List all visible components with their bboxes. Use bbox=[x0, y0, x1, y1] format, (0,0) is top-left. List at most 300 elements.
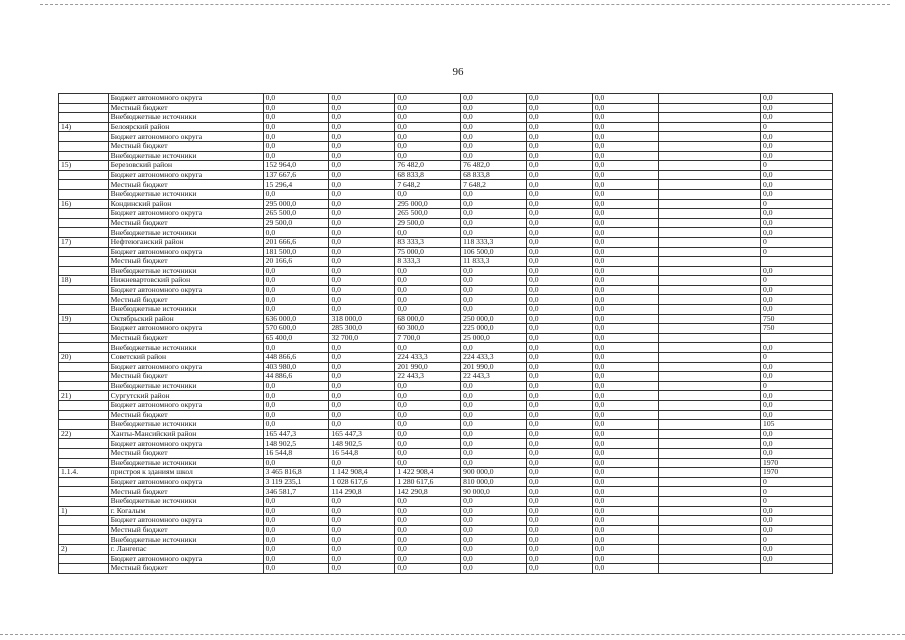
value-cell: 0,0 bbox=[395, 305, 461, 315]
empty-cell bbox=[658, 161, 760, 171]
value-cell: 0,0 bbox=[329, 525, 395, 535]
last-value-cell: 0,0 bbox=[761, 228, 833, 238]
value-cell: 0,0 bbox=[592, 237, 658, 247]
row-number-cell bbox=[59, 516, 109, 526]
value-cell: 0,0 bbox=[395, 276, 461, 286]
value-cell: 0,0 bbox=[592, 94, 658, 104]
row-number-cell: 15) bbox=[59, 161, 109, 171]
value-cell: 0,0 bbox=[461, 381, 527, 391]
value-cell: 0,0 bbox=[461, 564, 527, 574]
row-name-cell: Местный бюджет bbox=[108, 525, 263, 535]
table-row bbox=[59, 343, 833, 353]
row-number-cell bbox=[59, 103, 109, 113]
value-cell: 0,0 bbox=[263, 295, 329, 305]
value-cell: 636 000,0 bbox=[263, 314, 329, 324]
last-value-cell bbox=[761, 564, 833, 574]
row-name-cell: Внебюджетные источники bbox=[108, 266, 263, 276]
row-number-cell bbox=[59, 285, 109, 295]
empty-cell bbox=[658, 324, 760, 334]
value-cell: 0,0 bbox=[592, 199, 658, 209]
table-row bbox=[59, 189, 833, 199]
last-value-cell: 0,0 bbox=[761, 170, 833, 180]
row-name-cell: Сургутский район bbox=[108, 391, 263, 401]
value-cell: 0,0 bbox=[395, 295, 461, 305]
empty-cell bbox=[658, 487, 760, 497]
value-cell: 0,0 bbox=[527, 544, 593, 554]
row-number-cell bbox=[59, 305, 109, 315]
row-number-cell bbox=[59, 94, 109, 104]
value-cell: 3 119 235,1 bbox=[263, 477, 329, 487]
row-name-cell: Бюджет автономного округа bbox=[108, 285, 263, 295]
value-cell: 0,0 bbox=[263, 410, 329, 420]
table-row bbox=[59, 372, 833, 382]
row-name-cell: Местный бюджет bbox=[108, 487, 263, 497]
value-cell: 0,0 bbox=[527, 362, 593, 372]
row-name-cell: Бюджет автономного округа bbox=[108, 94, 263, 104]
value-cell: 0,0 bbox=[329, 564, 395, 574]
value-cell: 0,0 bbox=[329, 372, 395, 382]
empty-cell bbox=[658, 122, 760, 132]
table-row bbox=[59, 458, 833, 468]
row-number-cell bbox=[59, 333, 109, 343]
table-row bbox=[59, 266, 833, 276]
value-cell: 0,0 bbox=[592, 372, 658, 382]
value-cell: 346 581,7 bbox=[263, 487, 329, 497]
empty-cell bbox=[658, 151, 760, 161]
table-row bbox=[59, 209, 833, 219]
empty-cell bbox=[658, 189, 760, 199]
empty-cell bbox=[658, 343, 760, 353]
row-name-cell: Советский район bbox=[108, 353, 263, 363]
empty-cell bbox=[658, 410, 760, 420]
value-cell: 0,0 bbox=[592, 305, 658, 315]
row-number-cell bbox=[59, 535, 109, 545]
value-cell: 900 000,0 bbox=[461, 468, 527, 478]
value-cell: 0,0 bbox=[461, 132, 527, 142]
value-cell: 0,0 bbox=[329, 132, 395, 142]
last-value-cell: 0 bbox=[761, 353, 833, 363]
value-cell: 75 000,0 bbox=[395, 247, 461, 257]
row-number-cell bbox=[59, 141, 109, 151]
row-number-cell: 22) bbox=[59, 429, 109, 439]
value-cell: 0,0 bbox=[592, 544, 658, 554]
value-cell: 0,0 bbox=[527, 381, 593, 391]
row-number-cell bbox=[59, 180, 109, 190]
value-cell: 0,0 bbox=[527, 448, 593, 458]
last-value-cell: 0,0 bbox=[761, 218, 833, 228]
value-cell: 0,0 bbox=[592, 353, 658, 363]
value-cell: 0,0 bbox=[329, 362, 395, 372]
last-value-cell: 0,0 bbox=[761, 429, 833, 439]
value-cell: 0,0 bbox=[329, 285, 395, 295]
row-name-cell: Березовский район bbox=[108, 161, 263, 171]
value-cell: 0,0 bbox=[527, 496, 593, 506]
value-cell: 0,0 bbox=[461, 554, 527, 564]
empty-cell bbox=[658, 247, 760, 257]
value-cell: 15 296,4 bbox=[263, 180, 329, 190]
last-value-cell: 0 bbox=[761, 496, 833, 506]
last-value-cell: 0 bbox=[761, 122, 833, 132]
value-cell: 0,0 bbox=[329, 257, 395, 267]
table-row bbox=[59, 103, 833, 113]
value-cell: 90 000,0 bbox=[461, 487, 527, 497]
row-name-cell: г. Лангепас bbox=[108, 544, 263, 554]
table-row bbox=[59, 141, 833, 151]
row-number-cell bbox=[59, 266, 109, 276]
value-cell: 0,0 bbox=[527, 141, 593, 151]
value-cell: 0,0 bbox=[527, 199, 593, 209]
table-row bbox=[59, 410, 833, 420]
row-number-cell: 19) bbox=[59, 314, 109, 324]
row-number-cell bbox=[59, 525, 109, 535]
value-cell: 0,0 bbox=[329, 295, 395, 305]
last-value-cell: 0,0 bbox=[761, 180, 833, 190]
value-cell: 0,0 bbox=[592, 362, 658, 372]
row-name-cell: Бюджет автономного округа bbox=[108, 439, 263, 449]
value-cell: 148 902,5 bbox=[329, 439, 395, 449]
value-cell: 114 290,8 bbox=[329, 487, 395, 497]
table-row bbox=[59, 218, 833, 228]
empty-cell bbox=[658, 132, 760, 142]
value-cell: 0,0 bbox=[395, 151, 461, 161]
value-cell: 0,0 bbox=[592, 535, 658, 545]
value-cell: 1 028 617,6 bbox=[329, 477, 395, 487]
table-row bbox=[59, 554, 833, 564]
value-cell: 0,0 bbox=[263, 391, 329, 401]
value-cell: 0,0 bbox=[461, 429, 527, 439]
value-cell: 0,0 bbox=[263, 564, 329, 574]
table-row bbox=[59, 496, 833, 506]
row-number-cell bbox=[59, 247, 109, 257]
value-cell: 165 447,3 bbox=[263, 429, 329, 439]
value-cell: 0,0 bbox=[329, 506, 395, 516]
row-number-cell bbox=[59, 372, 109, 382]
row-name-cell: Внебюджетные источники bbox=[108, 420, 263, 430]
row-number-cell bbox=[59, 458, 109, 468]
value-cell: 0,0 bbox=[527, 554, 593, 564]
row-name-cell: Бюджет автономного округа bbox=[108, 516, 263, 526]
row-number-cell bbox=[59, 410, 109, 420]
value-cell: 0,0 bbox=[461, 285, 527, 295]
value-cell: 0,0 bbox=[592, 132, 658, 142]
value-cell: 0,0 bbox=[461, 343, 527, 353]
value-cell: 0,0 bbox=[592, 266, 658, 276]
value-cell: 0,0 bbox=[527, 333, 593, 343]
scan-artifact-top bbox=[40, 4, 890, 5]
value-cell: 0,0 bbox=[527, 420, 593, 430]
value-cell: 0,0 bbox=[461, 218, 527, 228]
value-cell: 20 166,6 bbox=[263, 257, 329, 267]
value-cell: 0,0 bbox=[461, 448, 527, 458]
empty-cell bbox=[658, 305, 760, 315]
table-row bbox=[59, 113, 833, 123]
value-cell: 0,0 bbox=[592, 420, 658, 430]
last-value-cell: 0 bbox=[761, 477, 833, 487]
value-cell: 0,0 bbox=[263, 420, 329, 430]
value-cell: 7 648,2 bbox=[461, 180, 527, 190]
value-cell: 0,0 bbox=[395, 401, 461, 411]
row-number-cell bbox=[59, 228, 109, 238]
value-cell: 0,0 bbox=[527, 343, 593, 353]
value-cell: 0,0 bbox=[461, 391, 527, 401]
row-number-cell bbox=[59, 564, 109, 574]
value-cell: 44 886,6 bbox=[263, 372, 329, 382]
value-cell: 0,0 bbox=[329, 401, 395, 411]
value-cell: 0,0 bbox=[592, 516, 658, 526]
value-cell: 68 000,0 bbox=[395, 314, 461, 324]
value-cell: 0,0 bbox=[592, 410, 658, 420]
empty-cell bbox=[658, 525, 760, 535]
empty-cell bbox=[658, 420, 760, 430]
value-cell: 7 648,2 bbox=[395, 180, 461, 190]
last-value-cell: 0,0 bbox=[761, 391, 833, 401]
value-cell: 0,0 bbox=[592, 468, 658, 478]
value-cell: 76 482,0 bbox=[395, 161, 461, 171]
table-row bbox=[59, 564, 833, 574]
row-name-cell: Местный бюджет bbox=[108, 218, 263, 228]
value-cell: 0,0 bbox=[592, 439, 658, 449]
last-value-cell: 0,0 bbox=[761, 410, 833, 420]
value-cell: 0,0 bbox=[395, 391, 461, 401]
table-row bbox=[59, 285, 833, 295]
value-cell: 0,0 bbox=[329, 391, 395, 401]
value-cell: 0,0 bbox=[395, 94, 461, 104]
value-cell: 0,0 bbox=[461, 199, 527, 209]
value-cell: 1 422 908,4 bbox=[395, 468, 461, 478]
value-cell: 0,0 bbox=[592, 122, 658, 132]
value-cell: 448 866,6 bbox=[263, 353, 329, 363]
empty-cell bbox=[658, 516, 760, 526]
value-cell: 0,0 bbox=[329, 218, 395, 228]
row-name-cell: Местный бюджет bbox=[108, 333, 263, 343]
value-cell: 0,0 bbox=[527, 468, 593, 478]
value-cell: 0,0 bbox=[461, 228, 527, 238]
empty-cell bbox=[658, 199, 760, 209]
value-cell: 0,0 bbox=[395, 564, 461, 574]
value-cell: 0,0 bbox=[461, 458, 527, 468]
value-cell: 142 290,8 bbox=[395, 487, 461, 497]
value-cell: 250 000,0 bbox=[461, 314, 527, 324]
value-cell: 0,0 bbox=[461, 439, 527, 449]
last-value-cell: 0,0 bbox=[761, 525, 833, 535]
row-number-cell bbox=[59, 189, 109, 199]
empty-cell bbox=[658, 564, 760, 574]
row-name-cell: Белоярский район bbox=[108, 122, 263, 132]
empty-cell bbox=[658, 391, 760, 401]
row-name-cell: пристроя к зданиям школ bbox=[108, 468, 263, 478]
row-number-cell bbox=[59, 132, 109, 142]
row-name-cell: Октябрьский район bbox=[108, 314, 263, 324]
empty-cell bbox=[658, 314, 760, 324]
value-cell: 0,0 bbox=[592, 401, 658, 411]
value-cell: 0,0 bbox=[329, 237, 395, 247]
value-cell: 0,0 bbox=[527, 151, 593, 161]
value-cell: 0,0 bbox=[329, 305, 395, 315]
value-cell: 165 447,3 bbox=[329, 429, 395, 439]
value-cell: 0,0 bbox=[527, 439, 593, 449]
row-name-cell: Бюджет автономного округа bbox=[108, 324, 263, 334]
value-cell: 0,0 bbox=[263, 151, 329, 161]
row-name-cell: Бюджет автономного округа bbox=[108, 554, 263, 564]
value-cell: 0,0 bbox=[329, 353, 395, 363]
row-name-cell: Внебюджетные источники bbox=[108, 458, 263, 468]
last-value-cell: 0,0 bbox=[761, 103, 833, 113]
row-name-cell: Бюджет автономного округа bbox=[108, 247, 263, 257]
row-number-cell bbox=[59, 218, 109, 228]
row-name-cell: Бюджет автономного округа bbox=[108, 362, 263, 372]
value-cell: 265 500,0 bbox=[395, 209, 461, 219]
value-cell: 0,0 bbox=[461, 401, 527, 411]
value-cell: 0,0 bbox=[395, 420, 461, 430]
value-cell: 22 443,3 bbox=[395, 372, 461, 382]
row-number-cell bbox=[59, 401, 109, 411]
value-cell: 201 990,0 bbox=[461, 362, 527, 372]
value-cell: 0,0 bbox=[592, 554, 658, 564]
value-cell: 0,0 bbox=[329, 247, 395, 257]
value-cell: 201 666,6 bbox=[263, 237, 329, 247]
value-cell: 0,0 bbox=[329, 180, 395, 190]
value-cell: 0,0 bbox=[395, 266, 461, 276]
empty-cell bbox=[658, 381, 760, 391]
value-cell: 32 700,0 bbox=[329, 333, 395, 343]
value-cell: 0,0 bbox=[395, 189, 461, 199]
value-cell: 570 600,0 bbox=[263, 324, 329, 334]
value-cell: 0,0 bbox=[527, 324, 593, 334]
row-number-cell: 20) bbox=[59, 353, 109, 363]
last-value-cell: 0,0 bbox=[761, 372, 833, 382]
value-cell: 0,0 bbox=[592, 218, 658, 228]
last-value-cell: 750 bbox=[761, 314, 833, 324]
value-cell: 16 544,8 bbox=[329, 448, 395, 458]
value-cell: 0,0 bbox=[527, 391, 593, 401]
value-cell: 0,0 bbox=[461, 189, 527, 199]
value-cell: 0,0 bbox=[461, 276, 527, 286]
row-number-cell bbox=[59, 362, 109, 372]
row-number-cell: 21) bbox=[59, 391, 109, 401]
row-name-cell: Бюджет автономного округа bbox=[108, 170, 263, 180]
row-name-cell: Нефтеюганский район bbox=[108, 237, 263, 247]
last-value-cell: 105 bbox=[761, 420, 833, 430]
value-cell: 0,0 bbox=[263, 343, 329, 353]
value-cell: 0,0 bbox=[461, 544, 527, 554]
last-value-cell: 1970 bbox=[761, 468, 833, 478]
table-row bbox=[59, 199, 833, 209]
row-name-cell: Местный бюджет bbox=[108, 448, 263, 458]
last-value-cell: 0,0 bbox=[761, 554, 833, 564]
table-row bbox=[59, 439, 833, 449]
empty-cell bbox=[658, 266, 760, 276]
value-cell: 1 142 908,4 bbox=[329, 468, 395, 478]
last-value-cell: 0,0 bbox=[761, 209, 833, 219]
value-cell: 0,0 bbox=[527, 237, 593, 247]
row-name-cell: Местный бюджет bbox=[108, 103, 263, 113]
value-cell: 0,0 bbox=[329, 535, 395, 545]
value-cell: 0,0 bbox=[527, 401, 593, 411]
table-row bbox=[59, 132, 833, 142]
value-cell: 0,0 bbox=[395, 141, 461, 151]
last-value-cell: 0,0 bbox=[761, 266, 833, 276]
empty-cell bbox=[658, 535, 760, 545]
row-name-cell: Бюджет автономного округа bbox=[108, 132, 263, 142]
value-cell: 0,0 bbox=[329, 103, 395, 113]
table-row bbox=[59, 401, 833, 411]
last-value-cell: 0 bbox=[761, 161, 833, 171]
value-cell: 0,0 bbox=[592, 391, 658, 401]
table-row bbox=[59, 94, 833, 104]
value-cell: 0,0 bbox=[527, 247, 593, 257]
value-cell: 0,0 bbox=[395, 535, 461, 545]
value-cell: 0,0 bbox=[263, 496, 329, 506]
table-row bbox=[59, 535, 833, 545]
value-cell: 0,0 bbox=[263, 276, 329, 286]
value-cell: 0,0 bbox=[592, 564, 658, 574]
value-cell: 0,0 bbox=[592, 170, 658, 180]
last-value-cell: 0,0 bbox=[761, 362, 833, 372]
value-cell: 0,0 bbox=[592, 103, 658, 113]
last-value-cell: 0 bbox=[761, 487, 833, 497]
value-cell: 29 500,0 bbox=[263, 218, 329, 228]
value-cell: 0,0 bbox=[461, 266, 527, 276]
value-cell: 0,0 bbox=[395, 113, 461, 123]
value-cell: 318 000,0 bbox=[329, 314, 395, 324]
table-row bbox=[59, 180, 833, 190]
table-row bbox=[59, 477, 833, 487]
value-cell: 0,0 bbox=[527, 372, 593, 382]
empty-cell bbox=[658, 429, 760, 439]
last-value-cell bbox=[761, 333, 833, 343]
value-cell: 0,0 bbox=[527, 506, 593, 516]
value-cell: 3 465 816,8 bbox=[263, 468, 329, 478]
value-cell: 0,0 bbox=[527, 113, 593, 123]
row-number-cell: 17) bbox=[59, 237, 109, 247]
value-cell: 0,0 bbox=[461, 151, 527, 161]
value-cell: 0,0 bbox=[527, 132, 593, 142]
value-cell: 0,0 bbox=[592, 189, 658, 199]
value-cell: 0,0 bbox=[263, 122, 329, 132]
value-cell: 0,0 bbox=[263, 266, 329, 276]
row-name-cell: Внебюджетные источники bbox=[108, 151, 263, 161]
last-value-cell: 0 bbox=[761, 535, 833, 545]
value-cell: 0,0 bbox=[592, 506, 658, 516]
last-value-cell: 0 bbox=[761, 237, 833, 247]
value-cell: 83 333,3 bbox=[395, 237, 461, 247]
row-number-cell bbox=[59, 324, 109, 334]
row-name-cell: Местный бюджет bbox=[108, 372, 263, 382]
value-cell: 1 280 617,6 bbox=[395, 477, 461, 487]
empty-cell bbox=[658, 285, 760, 295]
row-number-cell bbox=[59, 496, 109, 506]
row-number-cell: 2) bbox=[59, 544, 109, 554]
value-cell: 0,0 bbox=[592, 477, 658, 487]
value-cell: 0,0 bbox=[329, 381, 395, 391]
value-cell: 0,0 bbox=[329, 199, 395, 209]
value-cell: 0,0 bbox=[329, 151, 395, 161]
value-cell: 0,0 bbox=[263, 516, 329, 526]
value-cell: 0,0 bbox=[263, 506, 329, 516]
value-cell: 0,0 bbox=[263, 401, 329, 411]
last-value-cell: 0,0 bbox=[761, 141, 833, 151]
value-cell: 0,0 bbox=[461, 516, 527, 526]
value-cell: 0,0 bbox=[461, 410, 527, 420]
empty-cell bbox=[658, 506, 760, 516]
value-cell: 0,0 bbox=[592, 496, 658, 506]
value-cell: 0,0 bbox=[592, 458, 658, 468]
row-number-cell bbox=[59, 487, 109, 497]
value-cell: 0,0 bbox=[461, 535, 527, 545]
value-cell: 68 833,8 bbox=[461, 170, 527, 180]
value-cell: 285 300,0 bbox=[329, 324, 395, 334]
empty-cell bbox=[658, 496, 760, 506]
